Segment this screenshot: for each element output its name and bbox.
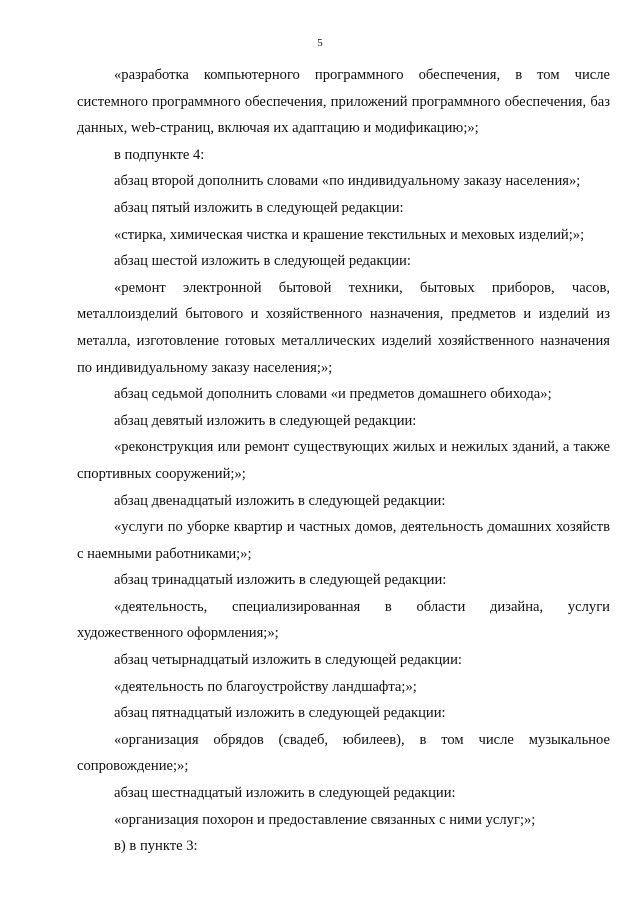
paragraph-20: «организация похорон и предоставление связанных с ними услуг;»; (114, 811, 536, 828)
paragraph-8: абзац седьмой дополнить словами «и предметов домашнего обихода»; (114, 386, 552, 403)
paragraph-4: абзац пятый изложить в следующей редакции: (114, 199, 404, 216)
paragraph-14: «деятельность, специализированная в области дизайна, услуги художественного оформления;»; (77, 598, 610, 642)
paragraph-9: абзац девятый изложить в следующей редакции: (114, 412, 417, 429)
paragraph-5: «стирка, химическая чистка и крашение текстильных и меховых изделий;»; (114, 226, 585, 243)
paragraph-17: абзац пятнадцатый изложить в следующей редакции: (114, 705, 446, 722)
paragraph-1: «разработка компьютерного программного обеспечения, в том числе системного программного обеспечения, приложений программного обеспечения, баз данных, web-страниц, включая их адаптацию и модификацию;»; (77, 67, 610, 137)
paragraph-10: «реконструкция или ремонт существующих жилых и нежилых зданий, а также спортивных сооружений;»; (77, 439, 610, 482)
paragraph-16: «деятельность по благоустройству ландшафта;»; (114, 678, 417, 695)
paragraph-11: абзац двенадцатый изложить в следующей редакции: (114, 492, 446, 509)
paragraph-13: абзац тринадцатый изложить в следующей редакции: (114, 572, 447, 589)
paragraph-6: абзац шестой изложить в следующей редакции: (114, 253, 411, 270)
paragraph-7: «ремонт электронной бытовой техники, бытовых приборов, часов, металлоизделий бытового и хозяйственного назначения, предметов и изделий из металла, изготовление готовых металлических изделий хозяйственного назначения по индивидуальному заказу населения;»; (77, 279, 610, 376)
page-number: 5 (317, 37, 323, 49)
paragraph-12: «услуги по уборке квартир и частных домов, деятельность домашних хозяйств с наемными работниками;»; (77, 519, 610, 562)
paragraph-19: абзац шестнадцатый изложить в следующей редакции: (114, 785, 456, 802)
paragraph-2: в подпункте 4: (114, 146, 205, 163)
paragraph-21: в) в пункте 3: (114, 838, 198, 855)
document-body (77, 62, 610, 860)
paragraph-18: «организация обрядов (свадеб, юбилеев), в том числе музыкальное сопровождение;»; (77, 731, 610, 775)
paragraph-15: абзац четырнадцатый изложить в следующей редакции: (114, 652, 462, 669)
paragraph-3: абзац второй дополнить словами «по индивидуальному заказу населения»; (114, 173, 581, 190)
